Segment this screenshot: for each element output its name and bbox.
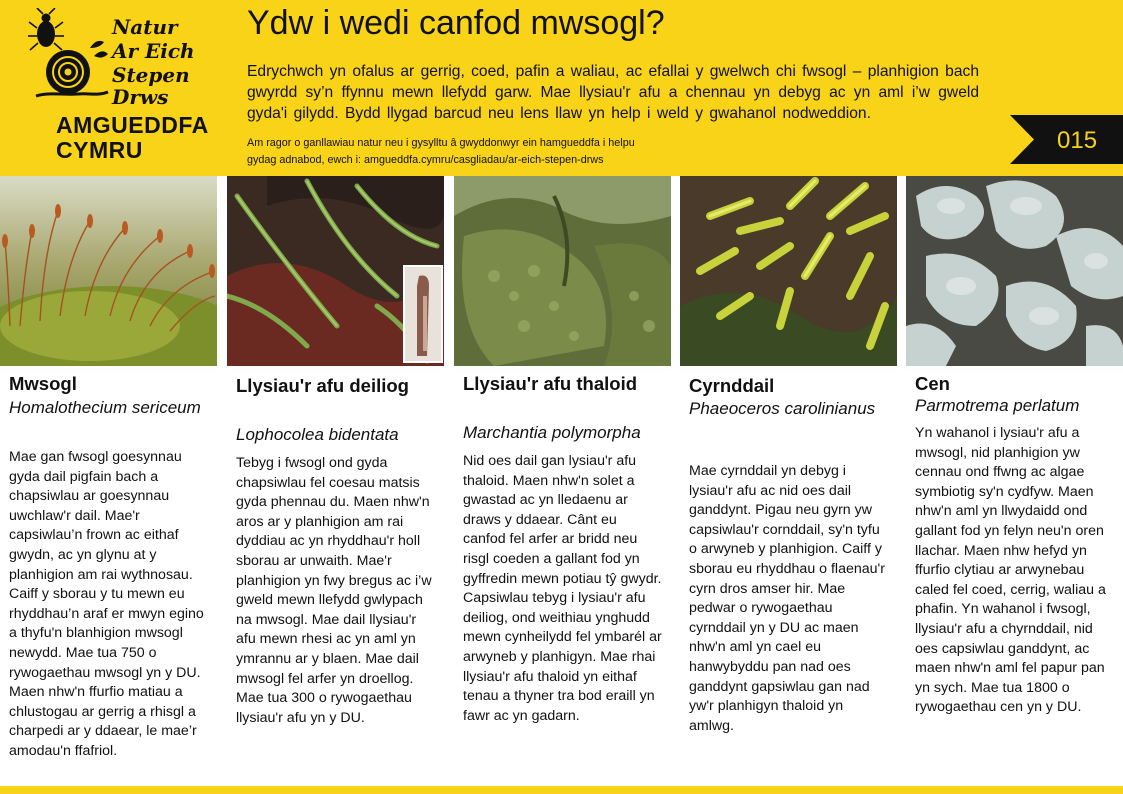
common-name: Cen — [915, 373, 950, 394]
common-name: Cyrnddail — [689, 375, 775, 396]
sheet-number: 015 — [1057, 127, 1098, 154]
species-card-lichen — [906, 176, 1123, 786]
description: Yn wahanol i lysiau'r afu a mwsogl, nid planhigion yw cennau ond ffwng ac algae symbiotig sy'n cydfyw. Maen nhw'n aml yn llwydaidd ond gallant fod yn felyn neu'n oren llachar. Maen nhw hefyd yn ffurfio clytiau ar arwynebau caled fel coed, cerrig, waliau a phafin. Yn wahanol i fwsogl, llysiau'r afu a chyrnddail, nid oes capsiwlau ganddynt, ac maen nhw'n aml fel papur pan yn sych. Mae tua 1800 o rywogaethau cen yn y DU. — [915, 425, 1106, 716]
more-info-line-1: Am ragor o ganllawiau natur neu i gysylltu â gwyddonwyr ein hamgueddfa i helpu — [247, 137, 635, 149]
latin-name: Phaeoceros carolinianus — [689, 399, 876, 418]
museum-logo-line-1: AMGUEDDFA — [56, 112, 209, 138]
description: Mae gan fwsogl goesynnau gyda dail pigfain bach a chapsiwlau ar goesynnau uwchlaw'r dail. Mae'r capsiwlau’n frown ac eithaf gwydn, ac yn glynu at y planhigion am rai wythnosau. Caiff y sborau y tu mewn eu rhyddhau’n araf er mwyn egino a thyfu'n blanhigion mwsogl newydd. Mae tua 750 o rywogaethau mwsogl yn y DU. Maen nhw'n ffurfio matiau a chlustogau ar gerrig a rhisgl a charpedi ar y ddaear, le mae’r amodau'n ffafriol. — [9, 449, 204, 759]
museum-logo-line-2: CYMRU — [56, 137, 143, 163]
logo-line-3: Stepen Drws — [112, 63, 190, 109]
latin-name: Lophocolea bidentata — [236, 425, 399, 444]
natur-logo — [28, 8, 203, 109]
description: Nid oes dail gan lysiau'r afu thaloid. Maen nhw'n solet a gwastad ac yn lledaenu ar draws y ddaear. Cânt eu canfod fel arfer ar bridd neu risgl coeden a gallant fod yn gyffredin mewn potiau tŷ gwydr. Capsiwlau tebyg i lysiau'r afu deiliog, ond weithiau ynghudd mewn cynheilydd fel ymbarél ar arwyneb y planhigyn. Mae rhai llysiau'r afu thaloid yn eithaf tenau a thyner tra bod eraill yn fawr ac yn gadarn. — [463, 453, 662, 724]
logo-line-1: Natur — [112, 15, 178, 39]
intro-text: Edrychwch yn ofalus ar gerrig, coed, pafin a waliau, ac efallai y gwelwch chi fwsogl – planhigion bach gwyrdd sy’n ffynnu mewn llefydd garw. Mae llysiau'r afu a chennau yn debyg ac yn aml i’w gweld gyda'i gilydd. Bydd llygad barcud neu lens llaw yn help i weld y gwahanol nodweddion. — [247, 63, 979, 122]
species-card-leafy-liverwort — [227, 176, 444, 786]
common-name: Llysiau'r afu deiliog — [236, 375, 409, 396]
more-info-text — [247, 135, 767, 169]
footer-bar — [0, 786, 1123, 794]
hornwort-photo — [680, 176, 897, 366]
beetle-snail-icon — [28, 8, 112, 100]
museum-logo — [56, 113, 209, 163]
species-card-thalloid-liverwort — [454, 176, 671, 786]
latin-name: Marchantia polymorpha — [463, 423, 641, 442]
lichen-photo — [906, 176, 1123, 366]
latin-name: Parmotrema perlatum — [915, 396, 1080, 415]
more-info-line-2: gydag adnabod, ewch i: amgueddfa.cymru/casgliadau/ar-eich-stepen-drws — [247, 154, 604, 166]
common-name: Mwsogl — [9, 373, 77, 394]
latin-name: Homalothecium sericeum — [9, 398, 201, 417]
moss-photo — [0, 176, 217, 366]
description: Tebyg i fwsogl ond gyda chapsiwlau fel coesau matsis gyda phennau du. Maen nhw'n aros ar y planhigion am rai dyddiau ac yn rhyddhau'r holl sborau ar unwaith. Mae'r planhigion yn fwy bregus ac i’w gweld mewn llefydd gwlypach na mwsogl. Mae dail llysiau'r afu mewn rhesi ac yn aml yn ymrannu ar y blaen. Mae dail mwsogl fel arfer yn droellog. Mae tua 300 o rywogaethau llysiau'r afu yn y DU. — [236, 455, 432, 726]
header-banner — [0, 0, 1123, 176]
logo-line-2: Ar Eich — [112, 39, 195, 63]
page-title: Ydw i wedi canfod mwsogl? — [247, 4, 665, 42]
description: Mae cyrnddail yn debyg i lysiau'r afu ac nid oes dail ganddynt. Pigau neu gyrn yw capsiwlau'r cornddail, sy'n tyfu o arwyneb y planhigion. Caiff y sborau eu rhyddhau o flaenau'r cyrn dros amser hir. Mae pedwar o rywogaethau cyrnddail yn y DU ac maen nhw'n aml yn cael eu hanwybyddu pan nad oes ganddynt gapsiwlau gan nad yw'r planhigyn thaloid yn amlwg. — [689, 463, 885, 734]
species-card-mwsogl — [0, 176, 217, 786]
thalloid-liverwort-photo — [454, 176, 671, 366]
leafy-liverwort-photo — [227, 176, 444, 366]
species-card-hornwort — [680, 176, 897, 786]
common-name: Llysiau'r afu thaloid — [463, 373, 638, 394]
